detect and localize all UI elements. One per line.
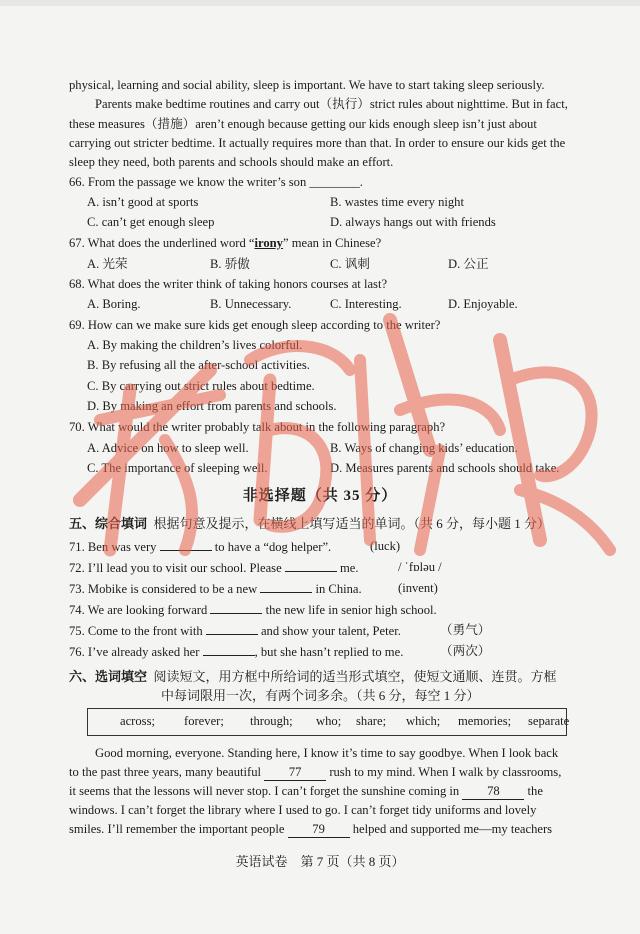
question-67-option-c: C. 讽刺 [330, 257, 370, 271]
word-bank-item: across; [120, 714, 155, 728]
question-75-prefix: 75. Come to the front with [69, 624, 203, 638]
question-69-option-a: A. By making the children’s lives colorful. [87, 338, 303, 352]
answer-blank-76[interactable] [203, 643, 255, 656]
question-75-suffix: and show your talent, Peter. [260, 624, 401, 638]
answer-blank-79[interactable]: 79 [288, 821, 350, 838]
question-72-prefix: 72. I’ll lead you to visit our school. Please [69, 561, 282, 575]
passage-line-5-prefix: smiles. I’ll remember the important people [69, 822, 285, 836]
passage-bottom-line-3 [69, 783, 543, 800]
question-71-suffix: to have a “dog helper”. [214, 540, 332, 554]
passage-bottom-line-4: windows. I can’t forget the library where I used to go. I can’t forget tidy uniforms and lovely [69, 803, 537, 817]
question-66-option-a: A. isn’t good at sports [87, 195, 199, 209]
question-73 [69, 580, 362, 597]
question-67-option-d: D. 公正 [448, 257, 489, 271]
passage-bottom-line-5 [69, 821, 552, 838]
question-68-option-c: C. Interesting. [330, 297, 402, 311]
question-67-stem [69, 235, 381, 251]
question-76 [69, 643, 403, 660]
question-70-stem: 70. What would the writer probably talk about in the following paragraph? [69, 420, 446, 434]
question-75 [69, 622, 401, 639]
question-74 [69, 601, 437, 618]
passage-line-5: sleep they need, both parents and schools should make an effort. [69, 155, 394, 169]
passage-bottom-line-1: Good morning, everyone. Standing here, I know it’s time to say goodbye. When I look back [95, 746, 559, 760]
answer-blank-73[interactable] [260, 580, 312, 593]
page-top-edge [0, 0, 640, 6]
question-72 [69, 559, 359, 576]
word-bank-item: who; [316, 714, 342, 728]
passage-line-2-prefix: to the past three years, many beautiful [69, 765, 261, 779]
question-69-option-c: C. By carrying out strict rules about bedtime. [87, 379, 315, 393]
word-bank-item: memories; [458, 714, 512, 728]
passage-line-5-suffix: helped and supported me—my teachers [352, 822, 553, 836]
answer-blank-71[interactable] [160, 538, 212, 551]
question-69-stem: 69. How can we make sure kids get enough sleep according to the writer? [69, 318, 441, 332]
question-70-option-d: D. Measures parents and schools should take. [330, 461, 560, 475]
question-70-option-b: B. Ways of changing kids’ education. [330, 441, 518, 455]
passage-bottom-line-2 [69, 764, 561, 781]
word-bank-item: separate [528, 714, 570, 728]
word-bank-box [87, 708, 570, 736]
answer-blank-77[interactable]: 77 [264, 764, 326, 781]
answer-blank-72[interactable] [285, 559, 337, 572]
question-74-prefix: 74. We are looking forward [69, 603, 208, 617]
question-76-hint: （两次） [440, 644, 491, 658]
passage-line-1: physical, learning and social ability, sleep is important. We have to start taking sleep seriously. [69, 78, 545, 92]
section-6-instructions-1: 阅读短文，用方框中所给词的适当形式填空，使短文通顺、连贯。方框 [153, 669, 557, 684]
word-bank-item: forever; [184, 714, 224, 728]
passage-line-2-suffix: rush to my mind. When I walk by classrooms, [329, 765, 562, 779]
question-73-prefix: 73. Mobike is considered to be a new [69, 582, 258, 596]
word-bank-item: share; [356, 714, 387, 728]
question-71-hint: (luck) [370, 539, 401, 553]
question-66-option-b: B. wastes time every night [330, 195, 464, 209]
answer-blank-74[interactable] [210, 601, 262, 614]
question-70-option-a: A. Advice on how to sleep well. [87, 441, 249, 455]
passage-line-4: carrying out stricter bedtime. It actually requires more than that. In order to ensure our kids get the [69, 136, 566, 150]
section-5-instructions: 根据句意及提示，在横线上填写适当的单词。（共 6 分，每小题 1 分） [153, 516, 551, 531]
passage-line-3-prefix: it seems that the lessons will never stop. I can’t forget the sunshine coming in [69, 784, 460, 798]
section-6-header [69, 669, 557, 685]
section-6-instructions-2: 中每词限用一次，有两个词多余。（共 6 分，每空 1 分） [161, 688, 480, 703]
question-67-stem-suffix: ” mean in Chinese? [282, 236, 382, 250]
section-5-label: 五、综合填词 [69, 516, 148, 531]
question-73-suffix: in China. [315, 582, 362, 596]
question-72-hint: / ˈfɒləu / [398, 560, 442, 574]
answer-blank-78[interactable]: 78 [462, 783, 524, 800]
section-6-label: 六、选词填空 [69, 669, 148, 684]
part-two-title: 非选择题（共 35 分） [242, 488, 398, 504]
question-69-option-d: D. By making an effort from parents and schools. [87, 399, 337, 413]
question-69-option-b: B. By refusing all the after-school activities. [87, 358, 310, 372]
question-66-option-d: D. always hangs out with friends [330, 215, 496, 229]
question-66-stem: 66. From the passage we know the writer’s son ________. [69, 175, 363, 189]
question-70-option-c: C. The importance of sleeping well. [87, 461, 268, 475]
question-67-option-a: A. 光荣 [87, 257, 128, 271]
question-72-suffix: me. [339, 561, 359, 575]
question-71 [69, 538, 331, 555]
question-74-suffix: the new life in senior high school. [265, 603, 437, 617]
question-66-option-c: C. can’t get enough sleep [87, 215, 215, 229]
question-68-option-d: D. Enjoyable. [448, 297, 518, 311]
passage-line-3: these measures（措施）aren’t enough because getting our kids enough sleep isn’t just about [69, 117, 537, 131]
answer-blank-75[interactable] [206, 622, 258, 635]
question-68-option-b: B. Unnecessary. [210, 297, 292, 311]
question-76-suffix: , but she hasn’t replied to me. [254, 645, 404, 659]
question-73-hint: (invent) [398, 581, 438, 595]
question-68-option-a: A. Boring. [87, 297, 141, 311]
passage-line-2: Parents make bedtime routines and carry out（执行）strict rules about nighttime. But in fact, [95, 97, 568, 111]
question-76-prefix: 76. I’ve already asked her [69, 645, 200, 659]
word-bank-item: which; [406, 714, 441, 728]
question-71-prefix: 71. Ben was very [69, 540, 157, 554]
passage-line-3-suffix: the [527, 784, 543, 798]
underlined-word-irony: irony [254, 236, 283, 250]
page-footer: 英语试卷 第 7 页（共 8 页） [235, 854, 405, 869]
word-bank-item: through; [250, 714, 293, 728]
question-75-hint: （勇气） [440, 623, 491, 637]
question-67-option-b: B. 骄傲 [210, 257, 250, 271]
question-68-stem: 68. What does the writer think of taking honors courses at last? [69, 277, 388, 291]
question-67-stem-prefix: 67. What does the underlined word “ [69, 236, 255, 250]
section-5-header [69, 516, 550, 532]
